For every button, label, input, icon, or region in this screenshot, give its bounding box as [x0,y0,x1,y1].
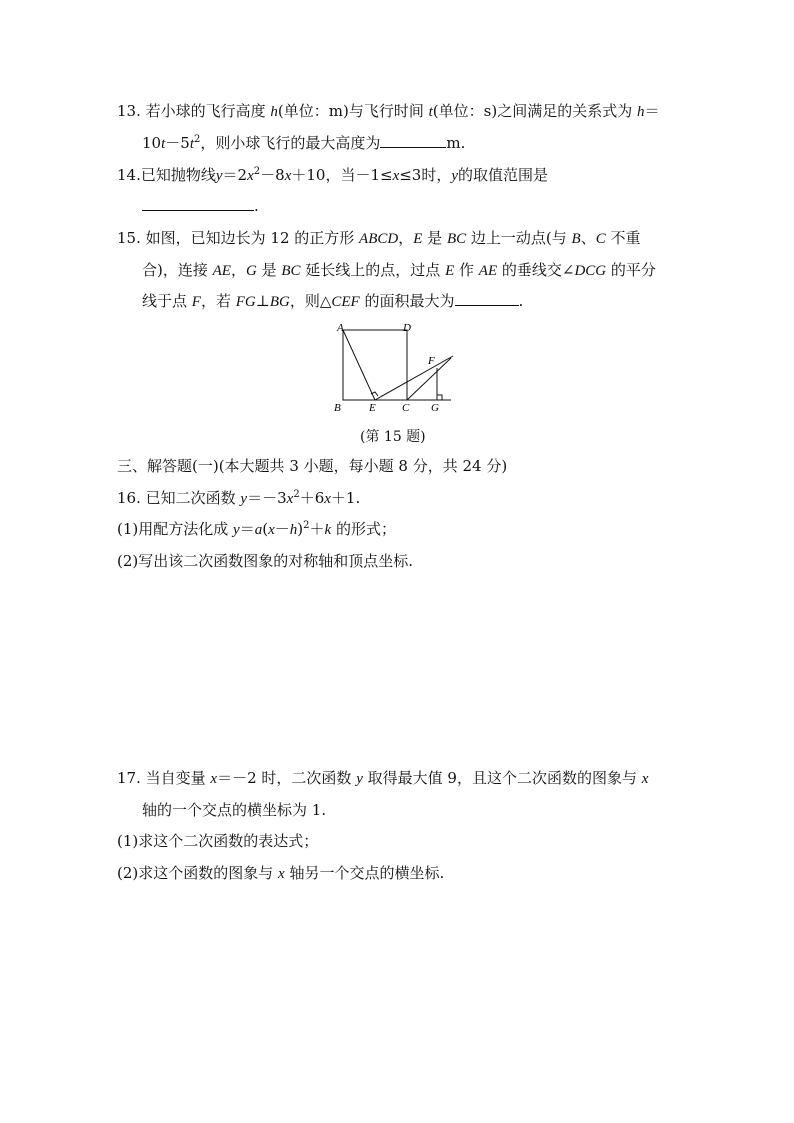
q17-number: 17. [117,769,141,787]
q14-sup: 2 [253,166,261,177]
q16-p1-c: ( [262,520,269,538]
q16-part2: (2)写出该二次函数图象的对称轴和顶点坐标. [117,552,414,570]
q15-number: 15. [117,229,141,247]
q13-eq: ＝ [644,102,660,120]
q13-expr-2: －5 [165,134,190,152]
q15-l2a: 合)，连接 [142,261,213,279]
segment-ae [343,330,375,400]
label-a: A [337,322,344,334]
q13-expr-1: 10 [142,134,162,152]
q15-l2g: 的平分 [606,261,656,279]
label-c: C [402,402,410,414]
q15-f: F [191,294,201,310]
var-h: h [270,104,278,120]
q14-tail3: 的取值范围是 [458,166,549,184]
q15-l1a: 如图，已知边长为 12 的正方形 [145,229,360,247]
q16-p1-x: x [268,522,275,538]
q15-l3c: ⊥ [255,292,270,310]
figure-caption: (第 15 题) [360,429,426,445]
q13-expr-t: t [161,136,166,152]
q13-text-e: ，则小球飞行的最大高度为 [200,134,381,152]
q15-l2c: 是 [256,261,282,279]
var-t: t [428,104,433,120]
q14-line2 [142,196,259,216]
label-g: G [431,402,439,414]
q15-l1d: 边上一动点(与 [466,229,572,247]
q15-line3 [142,291,523,312]
q17-part2 [117,863,444,884]
label-d: D [403,322,411,334]
q16-y: y [240,491,248,507]
q15-bg: BG [269,294,290,310]
q13-sup: 2 [193,134,201,145]
q14-y: y [215,168,223,184]
q15-ae2: AE [478,263,498,279]
q17-x: x [210,771,218,787]
label-b: B [334,402,341,414]
q17-text-a: 当自变量 [145,769,211,787]
q16-sup: 2 [293,489,300,500]
square-abcd [343,330,407,400]
q17-text-b: ＝－2 时，二次函数 [217,769,357,787]
q14-y2: y [451,168,459,184]
q17-text-c: 取得最大值 9，且这个二次函数的图象与 [362,769,642,787]
q14-text-a: 已知抛物线 [140,166,216,184]
q16-p1-sup: 2 [303,520,310,531]
q14-tail: ＋10，当－1≤ [291,166,393,184]
q15-l2f: 的垂线交∠ [497,261,575,279]
q15-geometry-figure [325,318,460,418]
q16-p1-e: ) [297,520,304,538]
q16-p1-a: (1)用配方法化成 [117,520,234,538]
q17-p2-a: (2)求这个函数的图象与 [117,864,279,882]
q13-unit: m. [446,134,466,152]
q15-e: E [413,231,423,247]
q16-p1-a2: a [254,522,263,538]
q15-l1e: 、 [580,229,596,247]
q17-part1: (1)求这个二次函数的表达式； [117,832,319,850]
q16-p1-g: 的形式； [331,520,396,538]
q16-p1-b: ＝ [239,520,255,538]
q16-p1-k: k [324,522,332,538]
q15-l2d: 延长线上的点，过点 [300,261,446,279]
label-e: E [369,402,376,414]
q14-mid: －8 [260,166,285,184]
q13-answer-blank[interactable] [380,133,446,148]
q15-l1f: 不重 [605,229,641,247]
q13-line1 [117,101,659,122]
q15-c: C [595,231,606,247]
q16-p1-f: ＋ [309,520,325,538]
q13-number: 13. [117,102,141,120]
q14-number: 14. [117,166,141,184]
q16-line1 [117,488,360,509]
q17-x2: x [641,771,649,787]
q16-part1 [117,519,396,540]
q15-l3e: 的面积最大为 [359,292,455,310]
q13-text-b: (单位：m)与飞行时间 [277,102,429,120]
q15-l1b: ， [398,229,414,247]
q14-x3: x [392,168,400,184]
right-angle-mark-g [437,395,442,400]
q15-cef: CEF [331,294,360,310]
q16-p1-y: y [233,522,240,538]
q15-e2: E [445,263,455,279]
q15-ae: AE [212,263,231,279]
q14-x1: x [247,168,254,184]
q13-line2 [142,133,465,154]
q14-tail2: ≤3时， [399,166,452,184]
q15-l3b: ，若 [200,292,236,310]
q16-number: 16. [117,489,141,507]
q13-text-c: (单位：s)之间满足的关系式为 [432,102,637,120]
q15-bc2: BC [281,263,301,279]
q15-fg: FG [235,294,256,310]
q15-l2b: ， [230,261,246,279]
q17-y: y [356,771,363,787]
q15-line2 [142,260,656,281]
q16-text-b: ＝－3 [247,489,287,507]
q16-x2: x [324,491,331,507]
q14-line1 [117,165,548,186]
q14-eq: ＝2 [222,166,248,184]
label-f: F [428,355,435,367]
q13-text: 若小球的飞行高度 [145,102,271,120]
q15-l2e: 作 [454,261,479,279]
q15-l3f: . [518,292,524,310]
q13-expr-t2: t [189,136,194,152]
q15-l3a: 线于点 [142,292,192,310]
q17-line2: 轴的一个交点的横坐标为 1. [142,801,327,819]
q15-abcd: ABCD [359,231,399,247]
q16-x1: x [286,491,294,507]
q15-b: B [571,231,581,247]
q14-end: . [254,197,259,215]
q16-text-c: ＋6 [299,489,325,507]
q15-l1c: 是 [422,229,447,247]
q17-line1 [117,768,648,789]
q14-answer-blank[interactable] [142,196,254,211]
q15-dcg: DCG [574,263,607,279]
q17-p2-b: 轴另一个交点的横坐标. [284,864,445,882]
q14-x2: x [284,168,292,184]
q16-p1-h: h [289,522,298,538]
q15-l3d: ，则△ [289,292,332,310]
q15-g: G [245,263,257,279]
section-title: 三、解答题(一)(本大题共 3 小题，每小题 8 分，共 24 分) [117,457,508,475]
q15-answer-blank[interactable] [455,291,519,306]
q15-bc: BC [446,231,467,247]
q15-line1 [117,228,641,249]
var-h2: h [636,104,645,120]
q16-text-d: ＋1. [330,489,361,507]
q16-text-a: 已知二次函数 [145,489,241,507]
q16-p1-d: － [274,520,290,538]
q17-p2-x: x [278,866,285,882]
